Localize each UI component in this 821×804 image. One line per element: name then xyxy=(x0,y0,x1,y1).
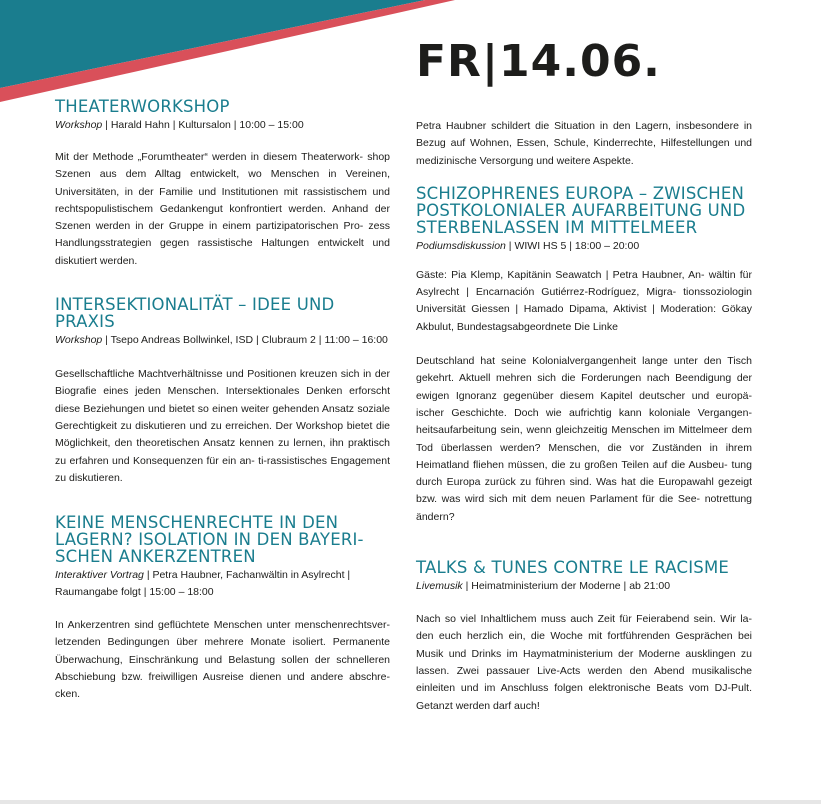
event-details: | Harald Hahn | Kultursalon | 10:00 – 15:00 xyxy=(102,119,304,131)
event-title: TALKS & TUNES CONTRE LE RACISME xyxy=(416,558,730,578)
event-meta xyxy=(55,117,390,134)
event-ankerzentren xyxy=(55,514,390,703)
event-meta xyxy=(55,332,390,349)
event-details: | Petra Haubner, Fachanwältin in Asylrecht | Raumangabe folgt | 15:00 – 18:00 xyxy=(55,569,351,599)
event-meta xyxy=(55,567,390,601)
event-description: Mit der Methode „Forumtheater“ werden in diesem Theaterwork- shop Szenen aus dem Alltag entwickelt, wo Menschen in Vereinen, Universitäten, in der Familie und Institutionen mit rassistischem und rechtspopulistischem Gedankengut konfrontiert werden. Anhand der Szenen werden in der Gruppe in einem partizipatorischen Pro- zess Handlungsstrategien gegen rassistische Haltungen entwickelt und diskutiert werden. xyxy=(55,151,390,267)
event-details: | WIWI HS 5 | 18:00 – 20:00 xyxy=(505,239,640,252)
event-guests: Gäste: Pia Klemp, Kapitänin Seawatch | Petra Haubner, An- wältin für Asylrecht | Encarnación Gutiérrez-Rodríguez, Migra- tionssoziologin Universität Giessen | Hamado Dipama, Aktivist | Moderation: Gökay Akbulut, Bundestagsabgeordnete Die Linke xyxy=(416,268,752,333)
event-description: In Ankerzentren sind geflüchtete Menschen unter menschenrechtsver- letzenden Bedingungen über mehrere Monate isoliert. Permanente Überwachung, Einschränkung und Belastung sollen der schnelleren Abschiebung bzw. freiwilligen Ausreise dienen und andere abschre- cken. xyxy=(55,619,390,701)
corner-decoration xyxy=(0,0,460,110)
event-type: Podiumsdiskussion xyxy=(416,239,506,252)
event-meta xyxy=(416,238,752,255)
event-intersektionalitaet xyxy=(55,296,390,487)
event-title: INTERSEKTIONALITÄT – IDEE UND PRAXIS xyxy=(55,295,335,332)
continued-description: Petra Haubner schildert die Situation in den Lagern, insbesondere in Bezug auf Wohnen, Essen, Schule, Kinderrechte, Hilfestellungen und medizinische Versorgung und weitere Aspekte. xyxy=(416,120,752,167)
event-type: Workshop xyxy=(55,334,103,347)
event-theaterworkshop xyxy=(55,98,390,270)
event-title: KEINE MENSCHENRECHTE IN DEN LAGERN? ISOLATION IN DEN BAYERI- SCHEN ANKERZENTREN xyxy=(55,513,364,567)
event-details: | Tsepo Andreas Bollwinkel, ISD | Clubraum 2 | 11:00 – 16:00 xyxy=(102,334,388,347)
event-meta xyxy=(416,578,752,595)
event-type: Livemusik xyxy=(416,580,463,593)
event-description: Deutschland hat seine Kolonialvergangenheit lange unter den Tisch gekehrt. Aktuell mehren sich die Forderungen nach Beendigung der ewigen Ignoranz gegenüber diesem Kapitel deutscher und europä- ischer Geschichte. Doch wie aufrichtig kann koloniale Vergangen- heitsaufarbeitung sein, wenn gleichzeitig Menschen im Mittelmeer dem Tod überlassen werden? Menschen, die vor Zuständen in ihrem Heimatland fliehen müssen, die zu großen Teilen auf die Ausbeu- tung durch Europa zurück zu führen sind. Was hat die Europawahl gezeigt bzw. was wird sich mit dem neuen Parlament für die See- notrettung ändern? xyxy=(416,355,752,523)
event-type: Workshop xyxy=(55,119,103,131)
event-schizophrenes-europa xyxy=(416,185,752,526)
left-column xyxy=(55,98,390,704)
page-date: FR|14.06. xyxy=(416,36,661,87)
event-description: Gesellschaftliche Machtverhältnisse und Positionen kreuzen sich in der Biografie eines jeden Menschen. Intersektionales Denken erforscht diese Beziehungen und bietet so einen weiter gehenden Ansatz soziale Gerechtigkeit zu diskutieren und zu erreichen. Der Workshop bietet die Möglichkeit, den theoretischen Ansatz kennen zu lernen, ihn praktisch zu erfahren und Konsequenzen für ein an- ti-rassistisches Engagement zu diskutieren. xyxy=(55,368,390,484)
right-column xyxy=(416,118,752,715)
event-title: THEATERWORKSHOP xyxy=(55,97,230,116)
event-title: SCHIZOPHRENES EUROPA – ZWISCHEN POSTKOLONIALER AUFARBEITUNG UND STERBENLASSEN IM MITTELMEER xyxy=(416,183,746,237)
event-description: Nach so viel Inhaltlichem muss auch Zeit für Feierabend sein. Wir la- den euch herzlich ein, die Woche mit fortführenden Gesprächen bei Musik und Drinks im Haymatministerium der Moderne ausklingen zu lassen. Zwei passauer Live-Acts werden den Abend musikalische einleiten und im Anschluss folgen elektronische Beats vom DJ-Pult. Getanzt werden darf auch! xyxy=(416,613,752,712)
event-type: Interaktiver Vortrag xyxy=(55,569,144,582)
event-details: | Heimatministerium der Moderne | ab 21:00 xyxy=(462,580,671,593)
bottom-edge xyxy=(0,800,821,804)
event-talks-and-tunes xyxy=(416,559,752,715)
